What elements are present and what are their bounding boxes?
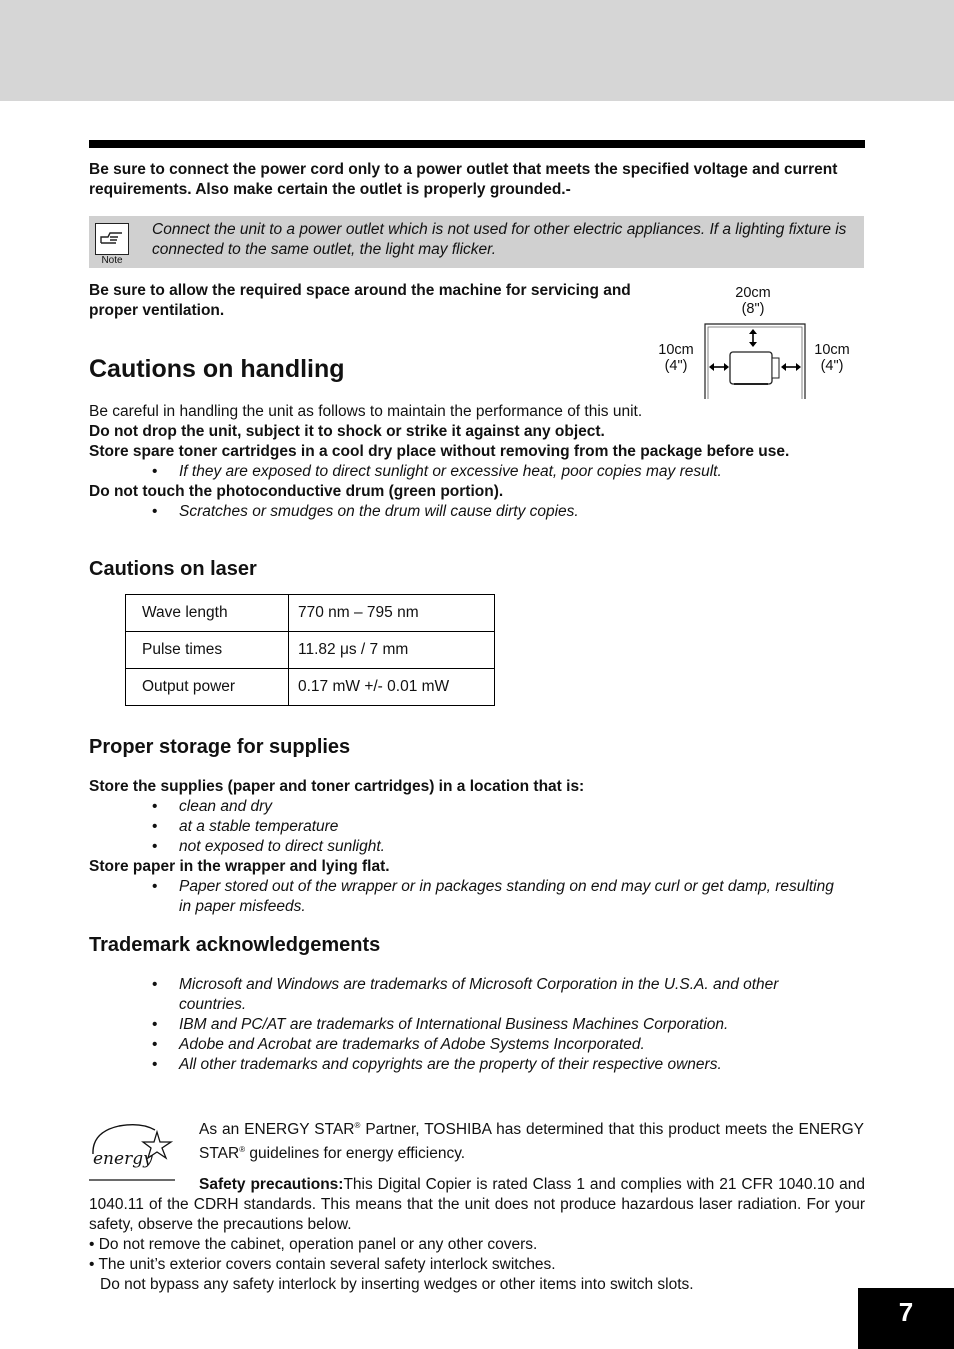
laser-spec-label: Pulse times [126, 632, 289, 669]
trademark-section [89, 975, 865, 1075]
storage-section [89, 777, 865, 917]
list-item: • clean and dry [89, 797, 865, 817]
list-item: • IBM and PC/AT are trademarks of International Business Machines Corporation. [89, 1015, 865, 1035]
note-label: Note [101, 255, 123, 266]
handling-toner-bullet: • If they are exposed to direct sunlight or excessive heat, poor copies may result. [89, 462, 865, 482]
energy-star-logo [89, 1118, 181, 1182]
laser-spec-value: 770 nm – 795 nm [289, 595, 495, 632]
handling-drum-warning: Do not touch the photoconductive drum (green portion). [89, 483, 504, 500]
table-row [126, 595, 495, 632]
pointing-hand-icon [95, 223, 129, 255]
safety-label: Safety precautions: [199, 1176, 344, 1193]
storage-title: Proper storage for supplies [89, 736, 351, 758]
right-clearance-in: (4") [820, 358, 844, 374]
clearance-diagram [650, 285, 860, 405]
copier-outline-icon [704, 323, 806, 399]
laser-spec-value: 0.17 mW +/- 0.01 mW [289, 669, 495, 706]
power-warning: Be sure to connect the power cord only to a power outlet that meets the specified voltage and current requirements. Also make certain the outlet is properly grounded.- [89, 161, 838, 198]
handling-intro: Be careful in handling the unit as follows to maintain the performance of this unit. [89, 403, 643, 420]
section-rule [89, 140, 865, 148]
energy-star-statement: As an ENERGY STAR® Partner, TOSHIBA has determined that this product meets the ENERGY STAR® guidelines for energy efficiency. [199, 1121, 864, 1163]
handling-section [89, 402, 865, 522]
right-clearance-cm: 10cm [814, 342, 850, 358]
laser-specs-table [125, 594, 495, 706]
safety-bullet-covers: • Do not remove the cabinet, operation panel or any other covers. [89, 1236, 538, 1253]
list-item: • All other trademarks and copyrights are the property of their respective owners. [89, 1055, 865, 1075]
laser-spec-label: Output power [126, 669, 289, 706]
header-band [0, 0, 954, 101]
laser-spec-value: 11.82 μs / 7 mm [289, 632, 495, 669]
handling-drop-warning: Do not drop the unit, subject it to shock or strike it against any object. [89, 423, 605, 440]
top-clearance-cm: 20cm [735, 285, 771, 301]
left-clearance-cm: 10cm [658, 342, 694, 358]
storage-paper-bullet: • Paper stored out of the wrapper or in packages standing on end may curl or get damp, resulting in paper misfeeds. [89, 877, 865, 917]
laser-title: Cautions on laser [89, 558, 257, 580]
list-item: • at a stable temperature [89, 817, 865, 837]
list-item: • Adobe and Acrobat are trademarks of Adobe Systems Incorporated. [89, 1035, 865, 1055]
table-row [126, 669, 495, 706]
list-item: • Microsoft and Windows are trademarks of Microsoft Corporation in the U.S.A. and other countries. [89, 975, 865, 1015]
trademark-title: Trademark acknowledgements [89, 934, 381, 956]
energy-logo-text: energy [93, 1149, 153, 1169]
top-clearance-in: (8") [741, 301, 765, 317]
note-text: Connect the unit to a power outlet which is not used for other electric appliances. If a lighting fixture is connected to the same outlet, the light may flicker. [152, 221, 847, 258]
page-number: 7 [858, 1288, 954, 1349]
handling-toner-storage: Store spare toner cartridges in a cool dry place without removing from the package before use. [89, 443, 790, 460]
safety-paragraph: Safety precautions:This Digital Copier is rated Class 1 and complies with 21 CFR 1040.10 and 1040.11 of the CDRH standards. This means that the unit does not produce hazardous laser radiation. For your safety, observe the precautions below. [89, 1176, 865, 1233]
left-clearance-in: (4") [664, 358, 688, 374]
safety-bullet-interlock-cont: Do not bypass any safety interlock by inserting wedges or other items into switch slots. [100, 1276, 694, 1293]
table-row [126, 632, 495, 669]
storage-location-intro: Store the supplies (paper and toner cartridges) in a location that is: [89, 778, 585, 795]
handling-drum-bullet: • Scratches or smudges on the drum will cause dirty copies. [89, 502, 865, 522]
handling-title: Cautions on handling [89, 355, 345, 383]
safety-bullet-interlock: • The unit’s exterior covers contain several safety interlock switches. [89, 1256, 556, 1273]
list-item: • not exposed to direct sunlight. [89, 837, 865, 857]
storage-paper-instruction: Store paper in the wrapper and lying flat. [89, 858, 390, 875]
note-box [89, 216, 864, 268]
laser-spec-label: Wave length [126, 595, 289, 632]
space-requirement: Be sure to allow the required space around the machine for servicing and proper ventilation. [89, 282, 631, 319]
